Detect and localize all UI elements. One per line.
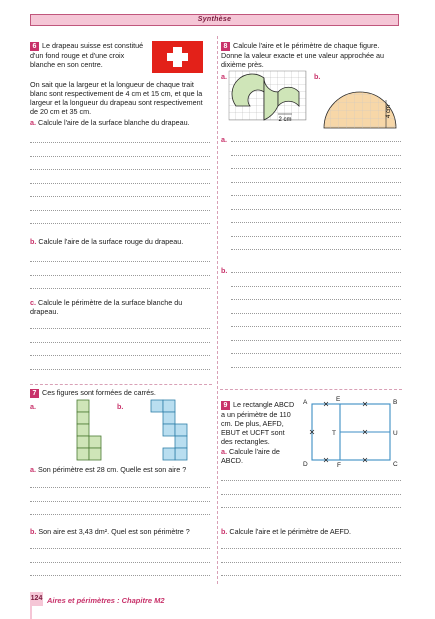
answer-line bbox=[30, 355, 210, 356]
ex8-answer-a-label: a. bbox=[221, 135, 227, 144]
answer-line bbox=[231, 249, 401, 250]
answer-line bbox=[231, 272, 401, 273]
answer-line bbox=[231, 222, 401, 223]
answer-line bbox=[221, 494, 401, 495]
ex6-question-b: b. Calcule l'aire de la surface rouge du drapeau. bbox=[30, 237, 184, 246]
answer-line bbox=[231, 367, 401, 368]
answer-line bbox=[30, 501, 210, 502]
ex9-intro: 9 Le rectangle ABCD a un périmètre de 110 cm. De plus, AEFD, EBUT et UCFT sont des rectangles. bbox=[221, 400, 295, 446]
answer-line bbox=[231, 286, 401, 287]
answer-line bbox=[231, 326, 401, 327]
ex9-rectangle-figure bbox=[300, 394, 408, 470]
ex6-body: On sait que la largeur et la longueur de chaque trait blanc sont respectivement de 4 cm et 15 cm, et que la largeur et la longueur du drapeau sont respectivement de 20 cm et 35 cm. bbox=[30, 80, 203, 116]
swiss-flag bbox=[152, 41, 203, 73]
answer-line bbox=[30, 487, 210, 488]
ex6-question-c: c. Calcule le périmètre de la surface blanche du drapeau. bbox=[30, 298, 183, 316]
answer-line bbox=[231, 182, 401, 183]
answer-line bbox=[231, 299, 401, 300]
ex8-figure-b-label: b. bbox=[314, 72, 321, 81]
point-u: U bbox=[393, 430, 398, 437]
point-a: A bbox=[303, 399, 308, 406]
ex6-number: 6 bbox=[30, 42, 39, 51]
answer-line bbox=[30, 169, 210, 170]
exercise-divider bbox=[220, 389, 402, 390]
answer-line bbox=[30, 369, 210, 370]
answer-line bbox=[231, 195, 401, 196]
ex7-intro: 7 Ces figures sont formées de carrés. bbox=[30, 388, 210, 398]
answer-line bbox=[231, 340, 401, 341]
ex7-question-a: a. Son périmètre est 28 cm. Quelle est son aire ? bbox=[30, 465, 187, 474]
answer-line bbox=[30, 183, 210, 184]
ex7-figure-b bbox=[150, 399, 196, 461]
answer-line bbox=[30, 156, 210, 157]
point-e: E bbox=[336, 396, 341, 403]
answer-line bbox=[30, 328, 210, 329]
point-c: C bbox=[393, 461, 398, 468]
point-b: B bbox=[393, 399, 398, 406]
ex8-dimension-b: 4 cm bbox=[386, 104, 392, 118]
ex6-intro: 6 Le drapeau suisse est constitué d'un fond rouge et d'une croix blanche en son centre. bbox=[30, 41, 144, 69]
answer-line bbox=[221, 562, 401, 563]
ex6-question-a: a. Calcule l'aire de la surface blanche du drapeau. bbox=[30, 118, 190, 127]
answer-line bbox=[30, 575, 210, 576]
answer-line bbox=[30, 275, 210, 276]
answer-line bbox=[231, 141, 401, 142]
ex8-figure-b bbox=[322, 70, 404, 130]
answer-line bbox=[221, 507, 401, 508]
ex7-figure-b-label: b. bbox=[117, 402, 124, 411]
ex8-intro: 8 Calcule l'aire et le périmètre de chaque figure. Donne la valeur exacte et une valeur approchée au dixième près. bbox=[221, 41, 385, 69]
answer-line bbox=[30, 342, 210, 343]
answer-line bbox=[30, 142, 210, 143]
column-divider bbox=[217, 36, 218, 584]
ex7-figure-a bbox=[72, 399, 112, 461]
answer-line bbox=[231, 236, 401, 237]
exercise-divider bbox=[30, 384, 212, 385]
answer-line bbox=[30, 261, 210, 262]
ex8-dimension-a: 2 cm bbox=[278, 117, 292, 123]
answer-line bbox=[30, 223, 210, 224]
answer-line bbox=[231, 168, 401, 169]
ex7-question-b: b. Son aire est 3,43 dm². Quel est son périmètre ? bbox=[30, 527, 190, 536]
ex9-question-b: b. Calcule l'aire et le périmètre de AEFD. bbox=[221, 527, 352, 536]
point-d: D bbox=[303, 461, 308, 468]
answer-line bbox=[221, 480, 401, 481]
ex8-figure-a bbox=[228, 70, 310, 125]
answer-line bbox=[30, 562, 210, 563]
point-t: T bbox=[332, 430, 336, 437]
ex8-figure-a-label: a. bbox=[221, 72, 227, 81]
flag-cross-horizontal bbox=[167, 53, 188, 61]
answer-line bbox=[221, 575, 401, 576]
page-number: 124 bbox=[30, 592, 43, 606]
answer-line bbox=[231, 353, 401, 354]
answer-line bbox=[30, 288, 210, 289]
answer-line bbox=[30, 514, 210, 515]
answer-line bbox=[231, 155, 401, 156]
ex8-answer-b-label: b. bbox=[221, 266, 228, 275]
point-f: F bbox=[337, 462, 341, 469]
ex7-figure-a-label: a. bbox=[30, 402, 36, 411]
answer-line bbox=[30, 196, 210, 197]
answer-line bbox=[30, 548, 210, 549]
answer-line bbox=[221, 548, 401, 549]
footer-title: Aires et périmètres : Chapitre M2 bbox=[47, 596, 165, 605]
answer-line bbox=[231, 313, 401, 314]
ex9-question-a: a. Calcule l'aire de ABCD. bbox=[221, 447, 280, 465]
section-banner: Synthèse bbox=[30, 14, 399, 26]
answer-line bbox=[231, 209, 401, 210]
answer-line bbox=[30, 210, 210, 211]
